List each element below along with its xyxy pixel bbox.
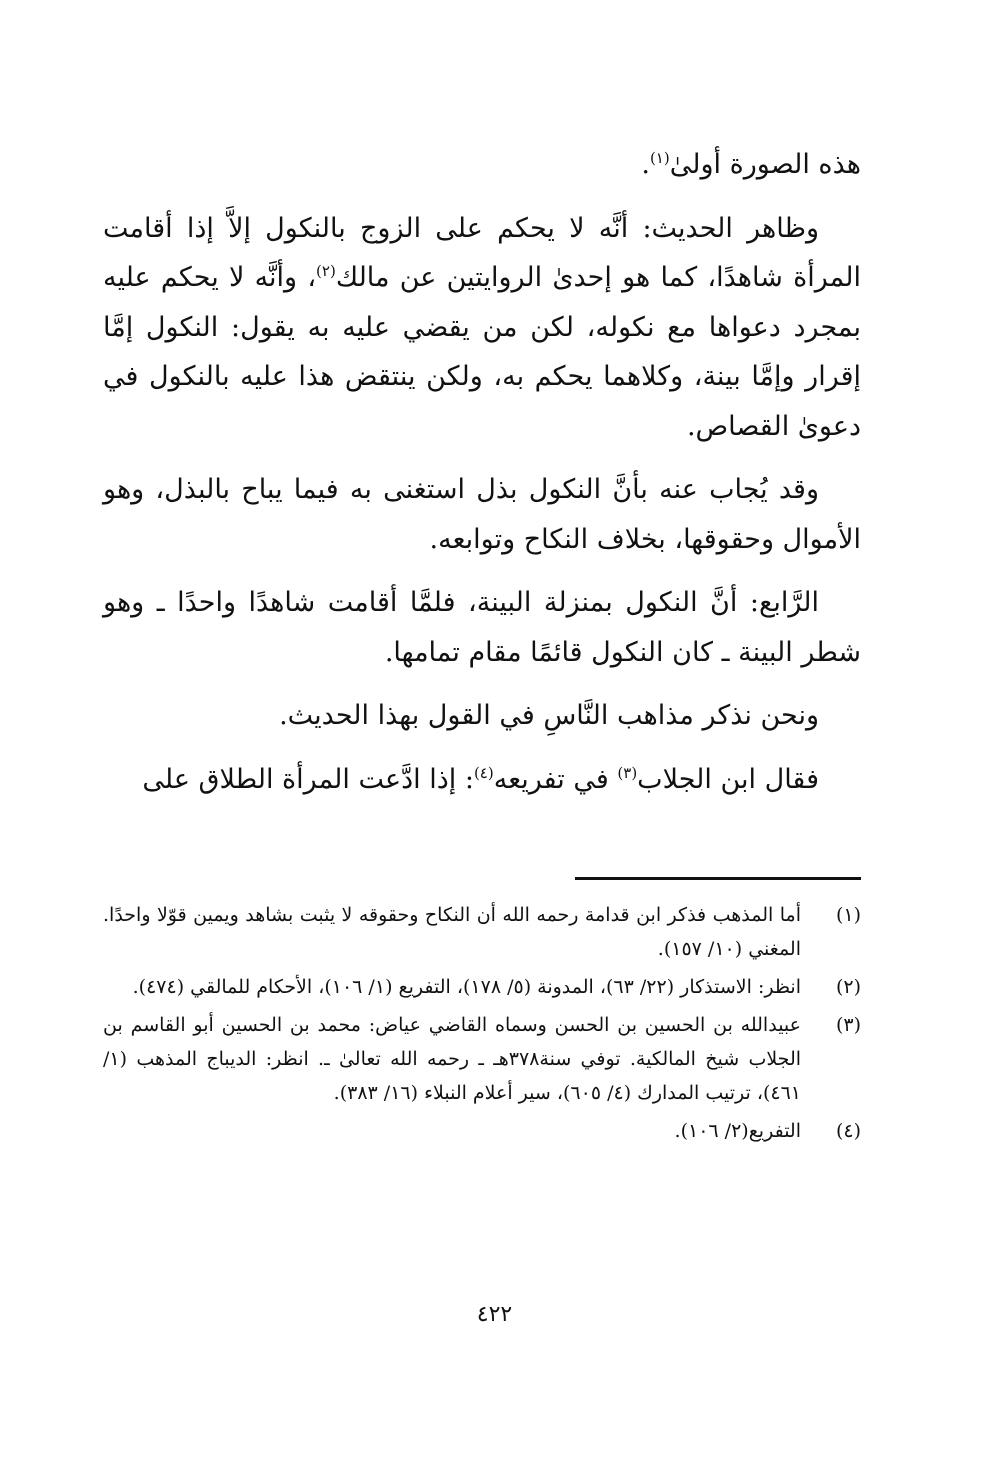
footnote-ref-2[interactable]: (٢)	[316, 262, 336, 280]
footnote-text: عبيدالله بن الحسين بن الحسن وسماه القاضي عياض: محمد بن الحسين أبو القاسم بن الجلاب شيخ المالكية. توفي سنة٣٧٨هـ ـ رحمه الله تعالىٰ ـ. انظر: الديباج المذهب (١/ ٤٦١)، ترتيب المدارك (٤/ ٦٠٥)، سير أعلام النبلاء (١٦/ ٣٨٣).	[103, 1014, 802, 1104]
paragraph-text: فقال ابن الجلاب	[637, 763, 819, 795]
footnote-1	[103, 898, 861, 966]
footnote-text: أما المذهب فذكر ابن قدامة رحمه الله أن النكاح وحقوقه لا يثبت بشاهد ويمين قوّلا واحدًا. المغني (١٠/ ١٥٧).	[103, 904, 801, 960]
footnote-separator	[575, 877, 861, 880]
paragraph-text: ، وأنَّه لا يحكم عليه بمجرد دعواها مع نكوله، لكن من يقضي عليه به يقول: النكول إمَّا إقرار وإمَّا بينة، وكلاهما يحكم به، ولكن ينتقض هذا عليه بالنكول في دعوىٰ القصاص.	[103, 262, 861, 442]
footnote-text: التفريع(٢/ ١٠٦).	[674, 1120, 801, 1142]
paragraph-text: وقد يُجاب عنه بأنَّ النكول بذل استغنى به فيما يباح بالبذل، وهو الأموال وحقوقها، بخلاف النكاح وتوابعه.	[103, 474, 861, 555]
footnote-text: انظر: الاستذكار (٢٢/ ٦٣)، المدونة (٥/ ١٧٨)، التفريع (١/ ١٠٦)، الأحكام للمالقي (٤٧٤).	[132, 976, 801, 998]
paragraph-text: .	[641, 149, 650, 180]
footnote-3	[103, 1008, 861, 1110]
footnote-ref-3[interactable]: (٣)	[617, 763, 638, 782]
paragraph-5	[103, 691, 861, 741]
footnote-number: (١)	[835, 904, 861, 926]
footnote-ref-1[interactable]: (١)	[649, 149, 670, 167]
footnote-number: (٢)	[835, 976, 861, 998]
paragraph-6	[103, 755, 861, 805]
main-text	[103, 140, 861, 818]
footnote-4	[103, 1114, 861, 1148]
paragraph-1	[103, 140, 861, 190]
footnotes	[103, 898, 861, 1152]
footnote-2	[103, 970, 861, 1004]
paragraph-text: ونحن نذكر مذاهب النَّاسِ في القول بهذا الحديث.	[279, 700, 819, 731]
paragraph-text: : إذا ادَّعت المرأة الطلاق على	[142, 763, 474, 795]
paragraph-4	[103, 578, 861, 677]
footnote-number: (٣)	[835, 1014, 861, 1036]
paragraph-3	[103, 465, 861, 564]
footnote-number: (٤)	[835, 1120, 861, 1142]
paragraph-2	[103, 204, 861, 452]
footnote-ref-4[interactable]: (٤)	[473, 763, 494, 782]
paragraph-text: هذه الصورة أولىٰ	[669, 149, 861, 180]
paragraph-text: وظاهر الحديث: أنَّه لا يحكم على الزوج بالنكول إلاَّ إذا أقامت المرأة شاهدًا، كما هو إحدىٰ الروايتين عن مالك	[103, 212, 861, 293]
page-number: ٤٢٢	[476, 1302, 513, 1327]
paragraph-text: الرَّابع: أنَّ النكول بمنزلة البينة، فلمَّا أقامت شاهدًا واحدًا ـ وهو شطر البينة ـ كان النكول قائمًا مقام تمامها.	[103, 587, 861, 668]
paragraph-text: في تفريعه	[493, 763, 618, 795]
